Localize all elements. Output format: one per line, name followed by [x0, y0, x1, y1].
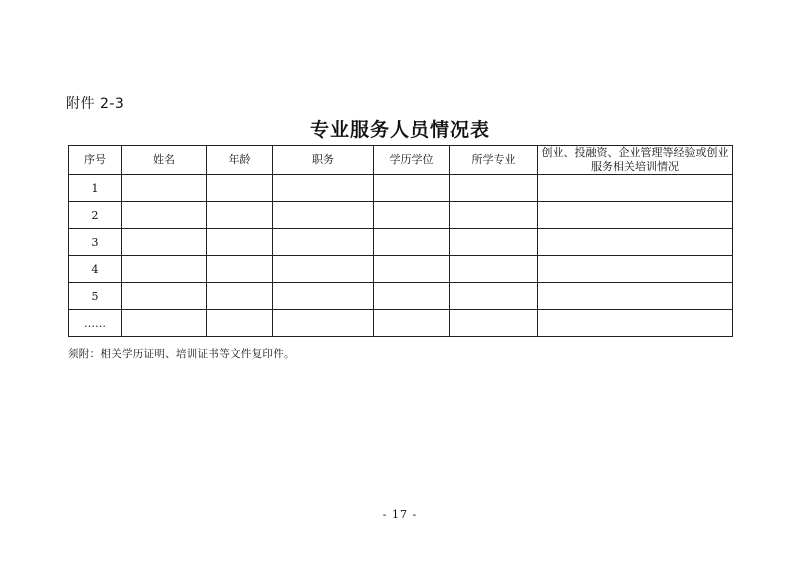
age-cell — [207, 202, 273, 229]
education-cell — [374, 229, 450, 256]
table-row — [69, 175, 733, 202]
attachment-label: 附件 2-3 — [66, 96, 125, 112]
major-cell — [450, 283, 538, 310]
major-cell — [450, 202, 538, 229]
major-cell — [450, 256, 538, 283]
experience-cell — [538, 283, 733, 310]
experience-cell — [538, 310, 733, 337]
table-row — [69, 310, 733, 337]
major-cell — [450, 229, 538, 256]
staff-table — [68, 145, 733, 337]
header-index: 序号 — [69, 146, 122, 175]
header-position: 职务 — [273, 146, 374, 175]
experience-cell — [538, 256, 733, 283]
row-index: …… — [69, 310, 122, 337]
form-title: 专业服务人员情况表 — [309, 119, 490, 141]
table-row — [69, 256, 733, 283]
name-cell — [122, 229, 207, 256]
row-index: 3 — [69, 229, 122, 256]
position-cell — [273, 175, 374, 202]
header-education: 学历学位 — [374, 146, 450, 175]
header-row — [69, 146, 733, 175]
row-index: 4 — [69, 256, 122, 283]
age-cell — [207, 175, 273, 202]
experience-cell — [538, 229, 733, 256]
age-cell — [207, 310, 273, 337]
position-cell — [273, 202, 374, 229]
major-cell — [450, 175, 538, 202]
table-row — [69, 229, 733, 256]
name-cell — [122, 175, 207, 202]
table-row — [69, 283, 733, 310]
header-name: 姓名 — [122, 146, 207, 175]
header-major: 所学专业 — [450, 146, 538, 175]
experience-cell — [538, 175, 733, 202]
footnote: 须附：相关学历证明、培训证书等文件复印件。 — [68, 348, 295, 360]
age-cell — [207, 229, 273, 256]
page-number: - 17 - — [382, 508, 418, 521]
education-cell — [374, 310, 450, 337]
education-cell — [374, 175, 450, 202]
row-index: 2 — [69, 202, 122, 229]
name-cell — [122, 310, 207, 337]
education-cell — [374, 202, 450, 229]
experience-cell — [538, 202, 733, 229]
row-index: 5 — [69, 283, 122, 310]
name-cell — [122, 202, 207, 229]
row-index: 1 — [69, 175, 122, 202]
age-cell — [207, 283, 273, 310]
position-cell — [273, 283, 374, 310]
table-row — [69, 202, 733, 229]
header-age: 年龄 — [207, 146, 273, 175]
major-cell — [450, 310, 538, 337]
age-cell — [207, 256, 273, 283]
education-cell — [374, 283, 450, 310]
header-experience: 创业、投融资、企业管理等经验或创业服务相关培训情况 — [538, 146, 733, 175]
education-cell — [374, 256, 450, 283]
name-cell — [122, 256, 207, 283]
position-cell — [273, 310, 374, 337]
name-cell — [122, 283, 207, 310]
position-cell — [273, 256, 374, 283]
position-cell — [273, 229, 374, 256]
